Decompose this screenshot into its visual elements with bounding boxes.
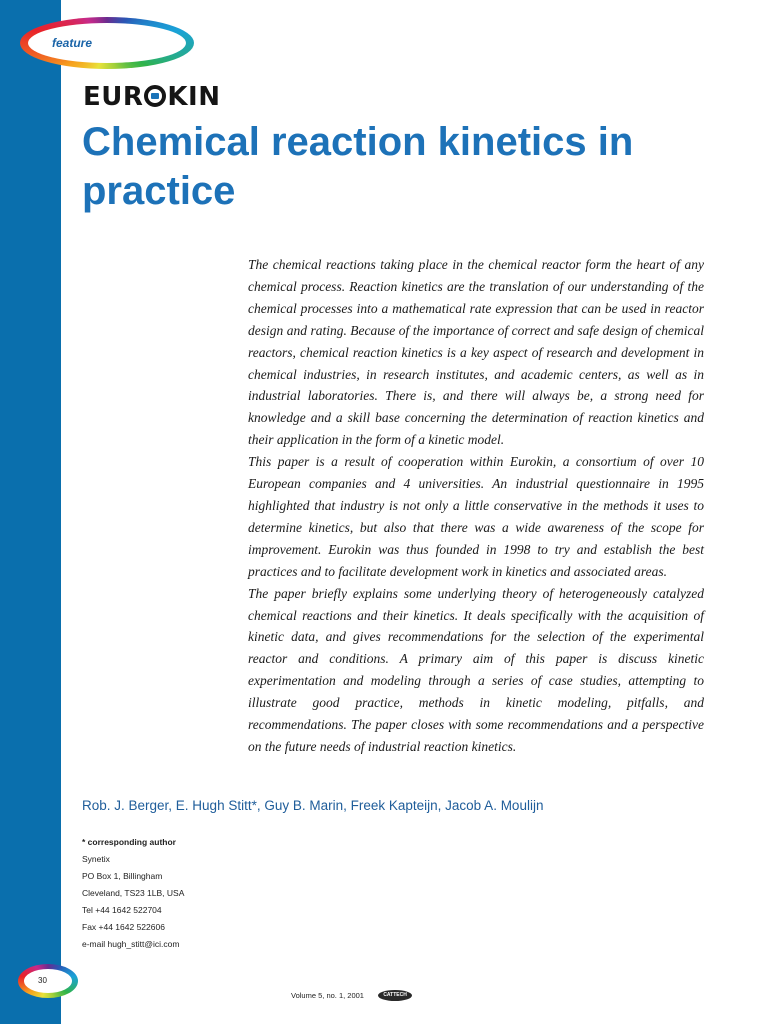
contact-address-line: Cleveland, TS23 1LB, USA [82,888,185,898]
contact-organization: Synetix [82,854,110,864]
page-number-badge [18,964,78,998]
contact-block [82,834,382,953]
page-sidebar-stripe [0,0,61,1024]
contact-phone: Tel +44 1642 522704 [82,905,162,915]
logo-text-start: EUR [83,82,144,112]
article-title: Chemical reaction kinetics in practice [82,120,634,213]
corresponding-author-label: * corresponding author [82,837,176,847]
cattech-logo: CATTECH [378,990,412,1001]
logo-text-end: KIN [167,82,221,112]
footer [291,990,412,1004]
eurokin-logo [83,82,221,114]
contact-address-line: PO Box 1, Billingham [82,871,163,881]
contact-fax: Fax +44 1642 522606 [82,922,165,932]
author-list: Rob. J. Berger, E. Hugh Stitt*, Guy B. Marin, Freek Kapteijn, Jacob A. Moulijn [82,798,544,813]
page-number: 30 [38,976,47,985]
page-badge-inner [24,969,72,993]
contact-email: e-mail hugh_stitt@ici.com [82,939,180,949]
abstract [248,254,704,758]
feature-badge [20,17,194,69]
abstract-paragraph: This paper is a result of cooperation within Eurokin, a consortium of over 10 European companies and 4 universities. An industrial questionnaire in 1995 highlighted that industry is not only a little conservative in the methods it uses to determine kinetics, but also that there was a wide awareness of the scope for improvement. Eurokin was thus founded in 1998 to try and establish the best practices and to facilitate development work in kinetics and associated areas. [248,454,704,579]
issue-info: Volume 5, no. 1, 2001 [291,991,364,1000]
abstract-paragraph: The paper briefly explains some underlying theory of heterogeneously catalyzed chemical reactions and their kinetics. It deals specifically with the acquisition of kinetic data, and gives recommendations for the selection of the experimental reactor and conditions. A primary aim of this paper is discuss kinetic experimentation and modeling through a series of case studies, attempting to illustrate good practice, methods in kinetic modeling, pitfalls, and recommendations. The paper closes with some recommendations and a perspective on the future needs of industrial reaction kinetics. [248,585,704,754]
abstract-paragraph: The chemical reactions taking place in the chemical reactor form the heart of any chemical process. Reaction kinetics are the translation of our understanding of the chemical processes into a mathematical rate expression that can be used in reactor design and rating. Because of the importance of correct and safe design of chemical reactors, chemical reaction kinetics is a key aspect of research and development in chemical industries, in research institutes, and academic centers, as well as in industrial laboratories. There is, and there will always be, a strong need for knowledge and a skill base concerning the determination of reaction kinetics and their application in the form of a kinetic model. [248,257,704,448]
feature-label: feature [52,36,93,50]
reactor-icon [144,85,166,107]
